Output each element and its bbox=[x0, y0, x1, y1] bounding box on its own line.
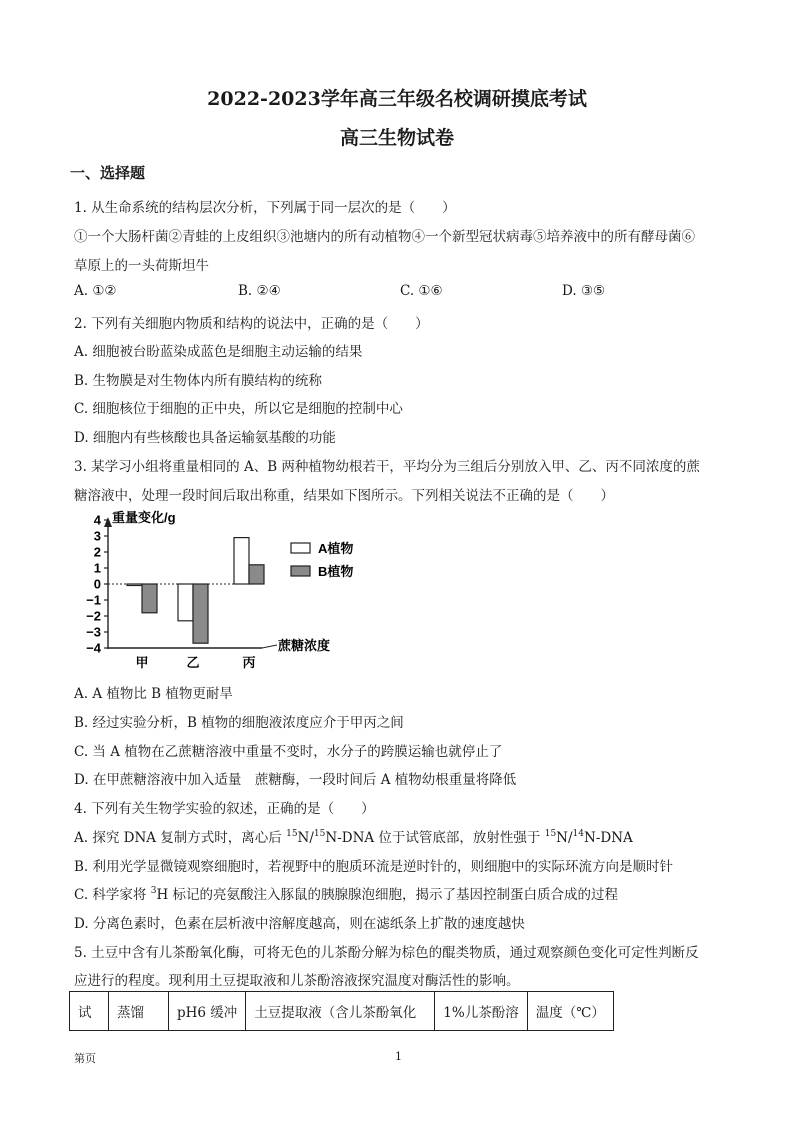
legend-swatch-a bbox=[291, 543, 310, 553]
section-heading: 一、选择题 bbox=[70, 164, 146, 182]
bar-b-1 bbox=[193, 584, 208, 643]
table-header-cell: 温度（℃） bbox=[527, 992, 613, 1031]
q1-option-a[interactable]: A. ①② bbox=[74, 283, 117, 299]
footer-page-label: 第页 bbox=[74, 1052, 96, 1065]
q3-stem-line1: 3. 某学习小组将重量相同的 A、B 两种植物幼根若干，平均分为三组后分别放入甲、乙、丙不同浓度的蔗 bbox=[74, 459, 700, 475]
bar-b-0 bbox=[142, 584, 157, 613]
q2-option-c[interactable]: C. 细胞核位于细胞的正中央，所以它是细胞的控制中心 bbox=[74, 401, 403, 417]
y-tick-label: 2 bbox=[93, 544, 101, 560]
q3-option-d[interactable]: D. 在甲蔗糖溶液中加入适量 蔗糖酶，一段时间后 A 植物幼根重量将降低 bbox=[74, 772, 517, 788]
bars-group bbox=[127, 538, 264, 644]
q4-a-text4: N/ bbox=[556, 830, 573, 846]
q1-option-c[interactable]: C. ①⑥ bbox=[400, 283, 443, 299]
isotope-mass-1: 15 bbox=[286, 829, 298, 839]
q1-option-b[interactable]: B. ②④ bbox=[238, 283, 281, 299]
isotope-mass-3: 15 bbox=[544, 829, 557, 839]
chart-xlabel: 蔗糖浓度 bbox=[278, 638, 331, 653]
chart-legend bbox=[291, 541, 353, 579]
chart-ylabel: 重量变化/g bbox=[112, 510, 176, 525]
q4-c-text2: H 标记的亮氨酸注入豚鼠的胰腺腺泡细胞，揭示了基因控制蛋白质合成的过程 bbox=[156, 887, 619, 903]
table-header-cell: 1%儿茶酚溶 bbox=[435, 992, 527, 1031]
q5-stem-line2: 应进行的程度。现利用土豆提取液和儿茶酚溶液探究温度对酶活性的影响。 bbox=[74, 973, 520, 989]
q1-items-line1: ①一个大肠杆菌②青蛙的上皮组织③池塘内的所有动植物④一个新型冠状病毒⑤培养液中的所有酵母菌⑥ bbox=[74, 229, 695, 245]
q3-option-c[interactable]: C. 当 A 植物在乙蔗糖溶液中重量不变时，水分子的跨膜运输也就停止了 bbox=[74, 744, 503, 760]
y-tick-label: 4 bbox=[93, 512, 101, 528]
q4-a-text5: N-DNA bbox=[584, 830, 633, 846]
table-header-cell: 蒸馏 bbox=[109, 992, 169, 1031]
q2-option-a[interactable]: A. 细胞被台盼蓝染成蓝色是细胞主动运输的结果 bbox=[74, 344, 363, 360]
bar-a-1 bbox=[178, 584, 193, 621]
bar-b-2 bbox=[249, 565, 264, 584]
q3-option-b[interactable]: B. 经过实验分析，B 植物的细胞液浓度应介于甲丙之间 bbox=[74, 715, 404, 731]
legend-label-a: A植物 bbox=[318, 541, 354, 556]
q2-option-d[interactable]: D. 细胞内有些核酸也具备运输氨基酸的功能 bbox=[74, 430, 336, 446]
q4-stem: 4. 下列有关生物学实验的叙述，正确的是（ ） bbox=[74, 801, 375, 817]
y-axis-ticks bbox=[86, 513, 108, 656]
footer-page-number: 1 bbox=[395, 1050, 402, 1063]
y-tick-label: −1 bbox=[86, 592, 101, 608]
isotope-mass-4: 14 bbox=[572, 829, 584, 839]
y-tick-label: 1 bbox=[93, 560, 101, 576]
y-tick-label: −3 bbox=[86, 624, 101, 640]
category-labels bbox=[135, 655, 255, 670]
y-tick-label: −2 bbox=[86, 608, 101, 624]
legend-label-b: B植物 bbox=[318, 564, 354, 579]
bar-a-0 bbox=[127, 584, 142, 586]
q4-option-a[interactable] bbox=[74, 826, 633, 846]
isotope-mass-2: 15 bbox=[313, 829, 326, 839]
q4-a-text3: N-DNA 位于试管底部，放射性强于 bbox=[325, 830, 545, 846]
q5-table bbox=[69, 991, 614, 1031]
q3-option-a[interactable]: A. A 植物比 B 植物更耐旱 bbox=[74, 686, 233, 702]
y-axis-arrow bbox=[104, 517, 112, 527]
q4-a-text1: A. 探究 DNA 复制方式时，离心后 bbox=[74, 830, 287, 846]
table-header-cell: 土豆提取液（含儿茶酚氧化 bbox=[246, 992, 435, 1031]
q1-items-line2: 草原上的一头荷斯坦牛 bbox=[74, 258, 209, 274]
q4-option-d[interactable]: D. 分离色素时，色素在层析液中溶解度越高，则在滤纸条上扩散的速度越快 bbox=[74, 916, 525, 932]
legend-swatch-b bbox=[291, 566, 310, 576]
category-label: 丙 bbox=[242, 655, 256, 670]
exam-title: 2022-2023学年高三年级名校调研摸底考试 bbox=[207, 88, 587, 110]
q1-option-d[interactable]: D. ③⑤ bbox=[562, 283, 606, 299]
xlabel-leader bbox=[262, 645, 277, 648]
q4-option-c[interactable] bbox=[74, 883, 618, 903]
table-header-cell: pH6 缓冲 bbox=[169, 992, 246, 1031]
q3-stem-line2: 糖溶液中，处理一段时间后取出称重，结果如下图所示。下列相关说法不正确的是（ ） bbox=[74, 488, 614, 504]
table-header-cell: 试 bbox=[70, 992, 109, 1031]
isotope-mass-h: 3 bbox=[150, 886, 157, 896]
bar-a-2 bbox=[234, 538, 249, 584]
q4-c-text1: C. 科学家将 bbox=[74, 887, 151, 903]
category-label: 乙 bbox=[186, 655, 200, 670]
q1-stem: 1. 从生命系统的结构层次分析，下列属于同一层次的是（ ） bbox=[74, 200, 456, 216]
table-row bbox=[70, 992, 614, 1031]
q5-stem-line1: 5. 土豆中含有儿茶酚氧化酶，可将无色的儿茶酚分解为棕色的醌类物质，通过观察颜色变化可定性判断反 bbox=[74, 945, 699, 961]
category-label: 甲 bbox=[135, 655, 149, 670]
q2-option-b[interactable]: B. 生物膜是对生物体内所有膜结构的统称 bbox=[74, 373, 323, 389]
weight-change-chart bbox=[74, 505, 374, 675]
y-tick-label: 0 bbox=[93, 576, 101, 592]
exam-subtitle: 高三生物试卷 bbox=[339, 127, 454, 149]
q4-option-b[interactable]: B. 利用光学显微镜观察细胞时，若视野中的胞质环流是逆时针的，则细胞中的实际环流方向是顺时针 bbox=[74, 859, 674, 875]
q2-stem: 2. 下列有关细胞内物质和结构的说法中，正确的是（ ） bbox=[74, 316, 429, 332]
y-tick-label: 3 bbox=[93, 528, 101, 544]
q4-a-text2: N/ bbox=[297, 830, 314, 846]
y-tick-label: −4 bbox=[86, 640, 101, 656]
